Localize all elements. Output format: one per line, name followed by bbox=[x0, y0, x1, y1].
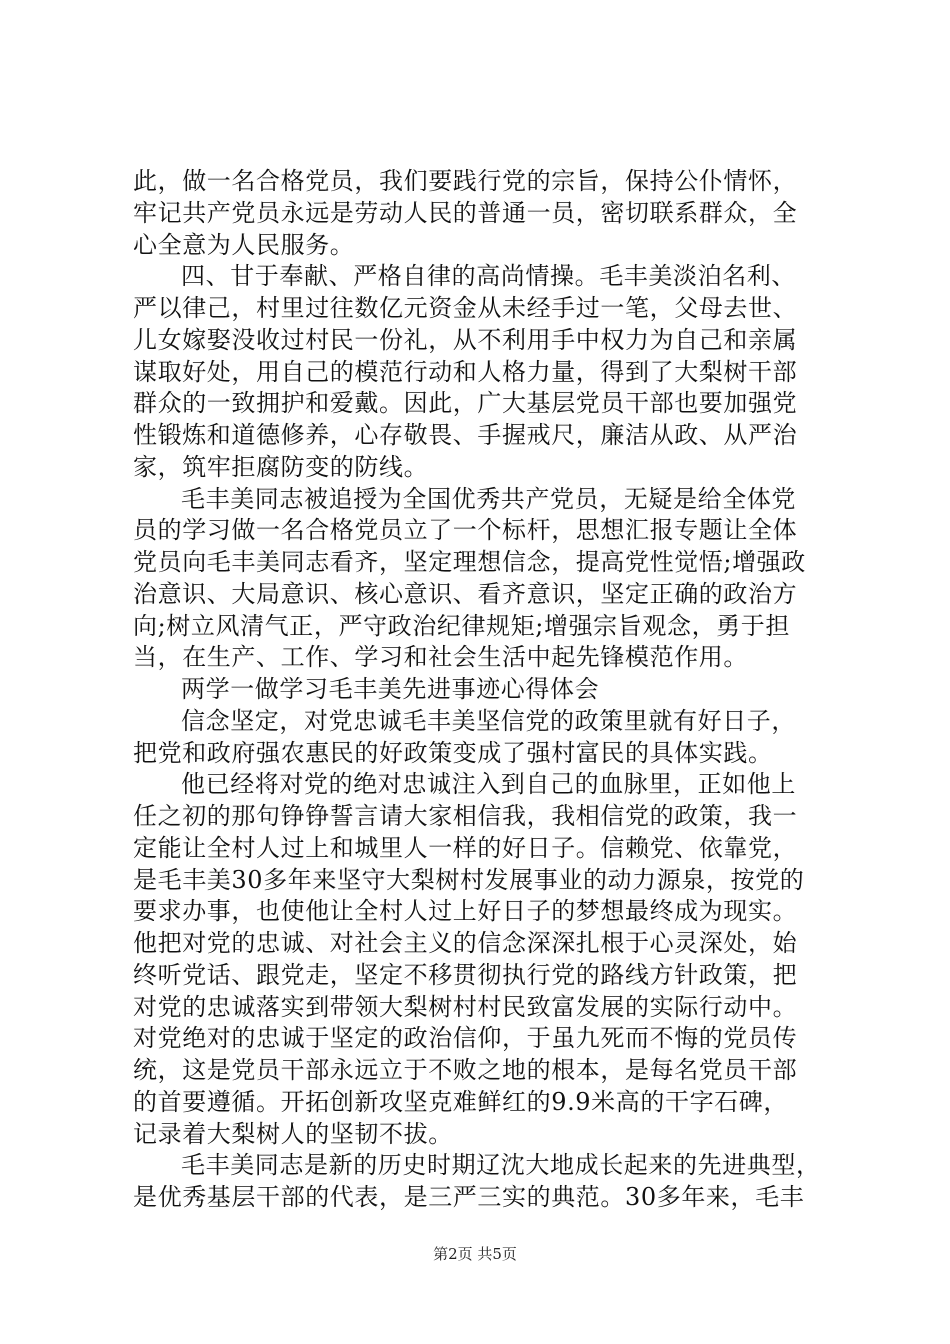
text-line: 治意识、大局意识、核心意识、看齐意识，坚定正确的政治方 bbox=[133, 579, 798, 608]
text-line: 毛丰美同志被追授为全国优秀共产党员，无疑是给全体党 bbox=[181, 484, 796, 513]
text-line: 谋取好处，用自己的模范行动和人格力量，得到了大梨树干部 bbox=[133, 357, 798, 386]
text-line: 记录着大梨树人的坚韧不拔。 bbox=[133, 1119, 453, 1148]
text-line: 群众的一致拥护和爱戴。因此，广大基层党员干部也要加强党 bbox=[133, 389, 798, 418]
text-line: 他已经将对党的绝对忠诚注入到自己的血脉里，正如他上 bbox=[181, 770, 796, 799]
text-line: 他把对党的忠诚、对社会主义的信念深深扎根于心灵深处，始 bbox=[133, 929, 798, 957]
text-line: 统，这是党员干部永远立于不败之地的根本，是每名党员干部 bbox=[133, 1056, 798, 1084]
text-line: 当，在生产、工作、学习和社会生活中起先锋模范作用。 bbox=[133, 643, 748, 672]
text-line: 此，做一名合格党员，我们要践行党的宗旨，保持公仆情怀， bbox=[133, 167, 798, 195]
document-body bbox=[133, 166, 833, 1214]
page-footer: 第2页 共5页 bbox=[433, 1245, 517, 1263]
text-line: 是优秀基层干部的代表，是三严三实的典范。30多年来，毛丰 bbox=[133, 1183, 805, 1211]
text-line: 任之初的那句铮铮誓言请大家相信我，我相信党的政策，我一 bbox=[133, 802, 798, 830]
text-line: 儿女嫁娶没收过村民一份礼，从不利用手中权力为自己和亲属 bbox=[133, 325, 798, 354]
text-line: 四、甘于奉献、严格自律的高尚情操。毛丰美淡泊名利、 bbox=[181, 262, 796, 291]
text-line: 终听党话、跟党走，坚定不移贯彻执行党的路线方针政策，把 bbox=[133, 960, 798, 989]
text-line: 性锻炼和道德修养，心存敬畏、手握戒尺，廉洁从政、从严治 bbox=[133, 421, 798, 449]
text-line: 党员向毛丰美同志看齐，坚定理想信念，提高党性觉悟;增强政 bbox=[133, 548, 806, 576]
text-line: 把党和政府强农惠民的好政策变成了强村富民的具体实践。 bbox=[133, 738, 773, 767]
text-line: 定能让全村人过上和城里人一样的好日子。信赖党、依靠党， bbox=[133, 833, 798, 862]
text-line: 家，筑牢拒腐防变的防线。 bbox=[133, 452, 429, 481]
text-line: 对党的忠诚落实到带领大梨树村村民致富发展的实际行动中。 bbox=[133, 992, 798, 1021]
text-line: 要求办事，也使他让全村人过上好日子的梦想最终成为现实。 bbox=[133, 897, 798, 926]
text-line: 两学一做学习毛丰美先进事迹心得体会 bbox=[181, 675, 600, 703]
text-line: 毛丰美同志是新的历史时期辽沈大地成长起来的先进典型， bbox=[181, 1151, 821, 1180]
text-line: 牢记共产党员永远是劳动人民的普通一员，密切联系群众，全 bbox=[133, 198, 798, 227]
text-line: 对党绝对的忠诚于坚定的政治信仰，于虽九死而不悔的党员传 bbox=[133, 1024, 798, 1053]
text-line: 向;树立风清气正，严守政治纪律规矩;增强宗旨观念，勇于担 bbox=[133, 611, 790, 640]
text-line: 的首要遵循。开拓创新攻坚克难鲜红的9.9米高的干字石碑， bbox=[133, 1087, 788, 1116]
text-line: 信念坚定，对党忠诚毛丰美坚信党的政策里就有好日子， bbox=[181, 706, 796, 735]
text-line: 员的学习做一名合格党员立了一个标杆，思想汇报专题让全体 bbox=[133, 516, 798, 545]
text-line: 严以律己，村里过往数亿元资金从未经手过一笔，父母去世、 bbox=[133, 294, 798, 322]
text-line: 心全意为人民服务。 bbox=[133, 230, 355, 259]
text-line: 是毛丰美30多年来坚守大梨树村发展事业的动力源泉，按党的 bbox=[133, 865, 805, 894]
